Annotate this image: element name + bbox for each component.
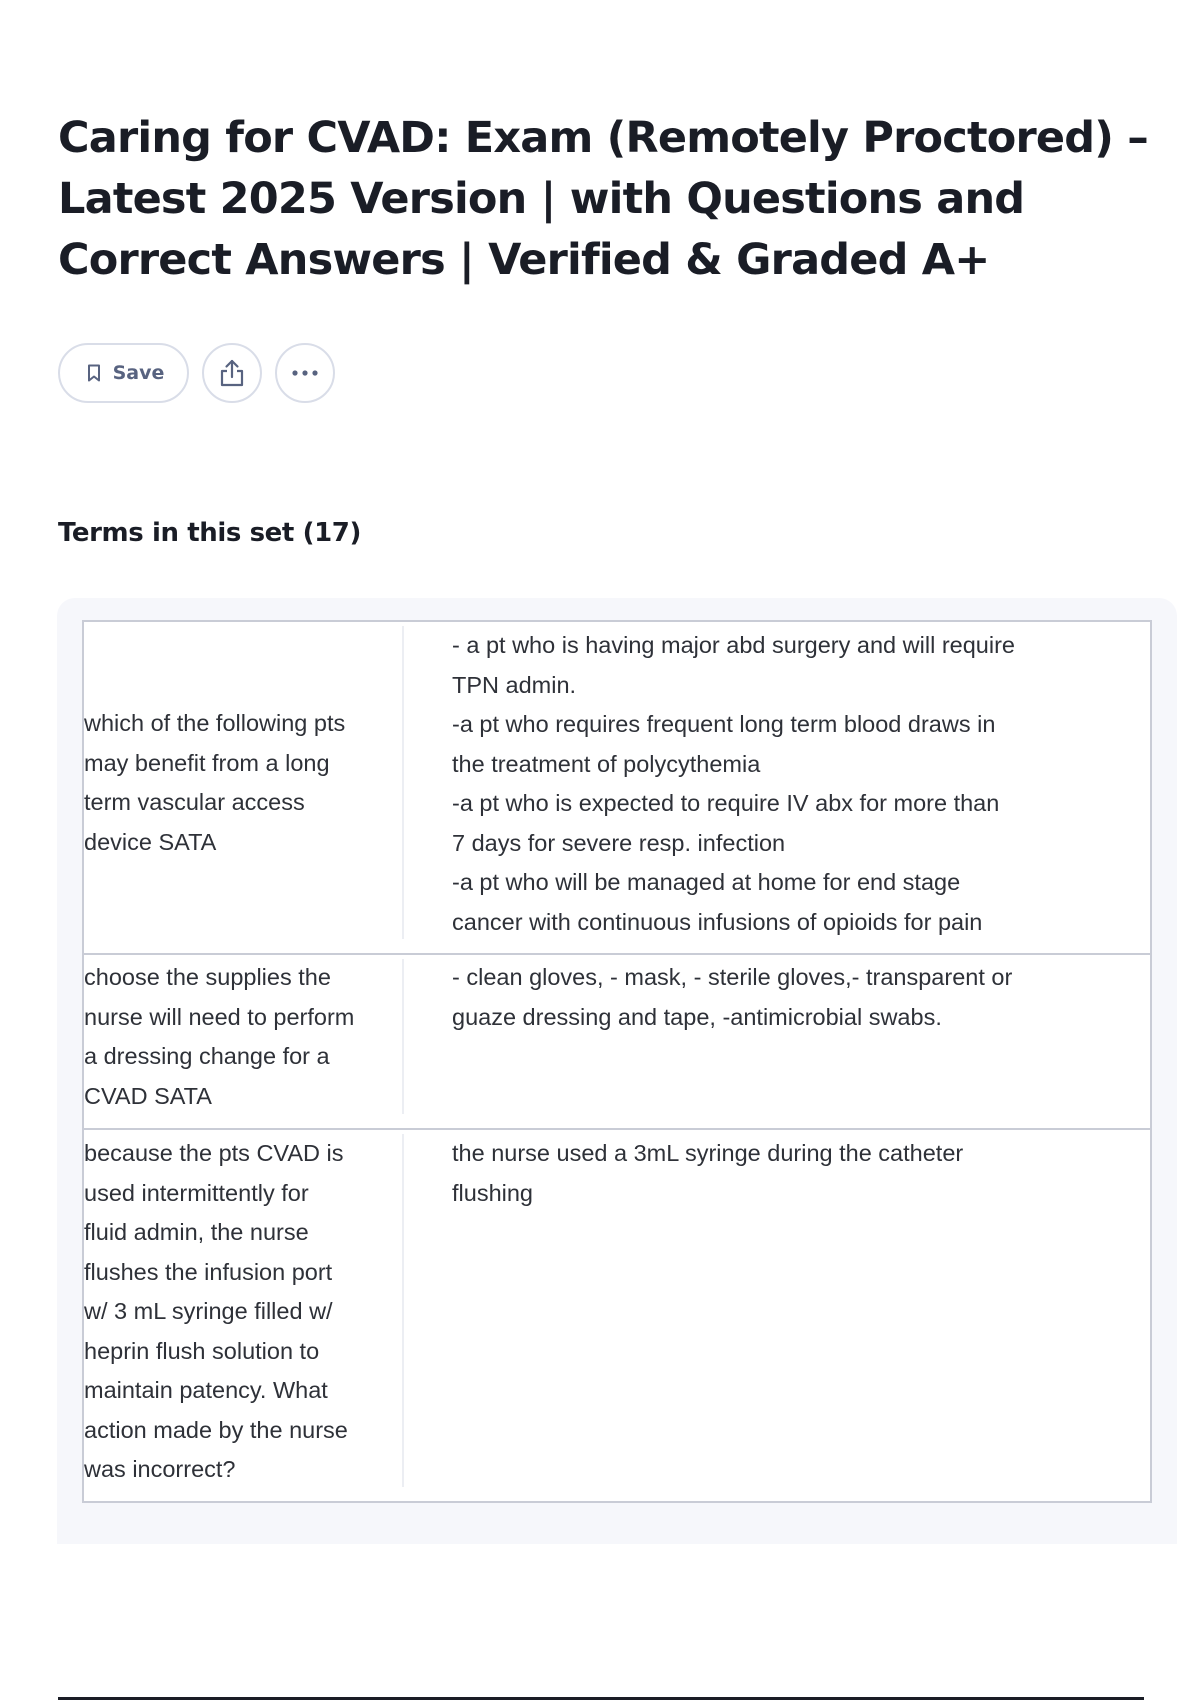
definition-text: - a pt who is having major abd surgery and will require TPN admin. -a pt who requires frequent long term blood draws in the treatment of polycythemia -a pt who is expected to require IV abx for more than 7 days for severe resp. infection -a pt who will be managed at home for end stage cancer with continuous infusions of opioids for pain	[452, 632, 1015, 935]
bookmark-icon	[87, 364, 101, 382]
page-title: Caring for CVAD: Exam (Remotely Proctored) – Latest 2025 Version | with Questions and Correct Answers | Verified & Graded A+	[58, 113, 1148, 285]
term-row	[82, 620, 1152, 955]
more-options-button[interactable]	[275, 343, 335, 403]
term-text: because the pts CVAD is used intermittently for fluid admin, the nurse flushes the infusion port w/ 3 mL syringe filled w/ heprin flush solution to maintain patency. What action made by the nurse was incorrect?	[84, 1140, 348, 1482]
row-divider	[402, 959, 404, 1114]
term-row	[82, 953, 1152, 1130]
definition-text: the nurse used a 3mL syringe during the catheter flushing	[452, 1140, 964, 1206]
definition-text: - clean gloves, - mask, - sterile gloves,- transparent or guaze dressing and tape, -antimicrobial swabs.	[452, 964, 1013, 1030]
share-button[interactable]	[202, 343, 262, 403]
more-horizontal-icon	[292, 370, 318, 376]
terms-heading: Terms in this set (17)	[58, 518, 361, 548]
share-icon	[219, 358, 245, 388]
save-button-label: Save	[112, 362, 165, 384]
save-button[interactable]	[58, 343, 189, 403]
row-divider	[402, 626, 404, 939]
term-text: choose the supplies the nurse will need to perform a dressing change for a CVAD SATA	[84, 964, 355, 1109]
term-text: which of the following pts may benefit from a long term vascular access device SATA	[84, 710, 346, 855]
set-actions	[58, 343, 335, 403]
row-divider	[402, 1134, 404, 1487]
term-row	[82, 1128, 1152, 1503]
